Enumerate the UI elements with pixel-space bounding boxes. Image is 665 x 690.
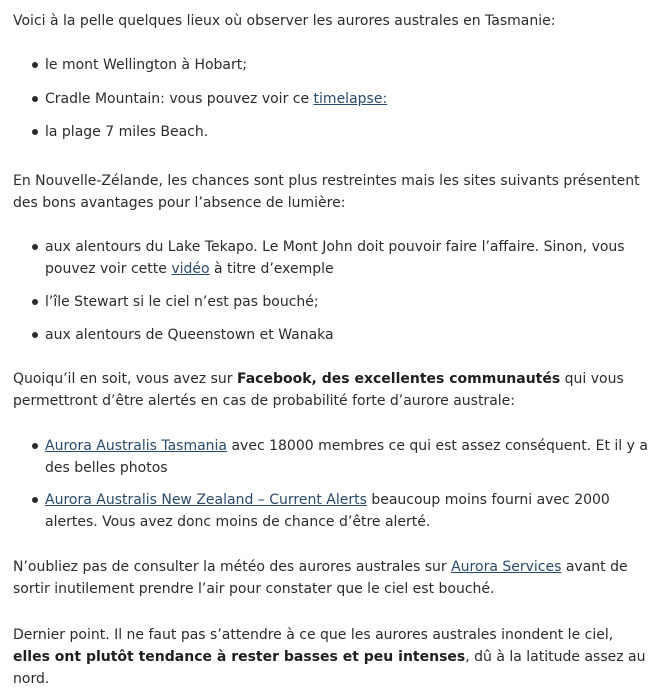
intro-nz-paragraph: En Nouvelle-Zélande, les chances sont plus restreintes mais les sites suivants présentent des bons avantages pour l’absence de lumière: (13, 173, 640, 211)
bullet-icon (32, 497, 38, 503)
facebook-text-before: Quoiqu’il en soit, vous avez sur (13, 371, 237, 387)
bullet-icon (32, 62, 38, 68)
facebook-groups-list (13, 435, 653, 533)
meteo-text-before: N’oubliez pas de consulter la météo des aurores australes sur (13, 559, 452, 575)
list-item (13, 291, 653, 324)
list-item (13, 435, 653, 489)
final-paragraph (13, 624, 653, 690)
final-text-after: , dû à la latitude assez au nord. (13, 649, 646, 687)
bullet-icon (32, 96, 38, 102)
facebook-text-after: qui vous permettront d’être alertés en cas de probabilité forte d’aurore australe: (13, 371, 624, 409)
list-item-text: l’île Stewart si le ciel n’est pas bouché; (45, 294, 319, 310)
list-item-text: le mont Wellington à Hobart; (45, 57, 247, 73)
list-item-text-after: à titre d’exemple (209, 261, 334, 277)
nz-locations-list (13, 236, 653, 346)
list-item (13, 236, 653, 291)
list-item (13, 324, 653, 346)
bullet-icon (32, 129, 38, 135)
intro-tasmania-paragraph: Voici à la pelle quelques lieux où observer les aurores australes en Tasmanie: (13, 13, 556, 29)
final-text-before: Dernier point. Il ne faut pas s’attendre à ce que les aurores australes inondent le ciel, (13, 627, 614, 643)
list-item-text: aux alentours de Queenstown et Wanaka (45, 327, 334, 343)
bullet-icon (32, 299, 38, 305)
list-item-text-after: avec 18000 membres ce qui est assez conséquent. Et il y a des belles photos (45, 438, 648, 476)
facebook-bold-text: Facebook, des excellentes communautés (236, 371, 561, 387)
bullet-icon (32, 332, 38, 338)
bullet-icon (32, 443, 38, 449)
bullet-icon (32, 244, 38, 250)
list-item (13, 121, 653, 143)
final-bold-text: elles ont plutôt tendance à rester basses et peu intenses (13, 649, 466, 665)
aurora-services-link[interactable]: Aurora Services (451, 559, 562, 575)
timelapse-link[interactable]: timelapse: (313, 91, 388, 107)
list-item (13, 54, 653, 88)
list-item-text-after: beaucoup moins fourni avec 2000 alertes. Vous avez donc moins de chance d’être alerté. (45, 492, 610, 530)
meteo-text-after: avant de sortir inutilement prendre l’air pour constater que le ciel est bouché. (13, 559, 628, 597)
list-item-text: Cradle Mountain: vous pouvez voir ce (45, 91, 314, 107)
list-item (13, 88, 653, 121)
aurora-tasmania-link[interactable]: Aurora Australis Tasmania (45, 438, 228, 454)
list-item-text: aux alentours du Lake Tekapo. Le Mont John doit pouvoir faire l’affaire. Sinon, vous pouvez voir cette (45, 239, 625, 277)
list-item-text: la plage 7 miles Beach. (45, 124, 209, 140)
video-link[interactable]: vidéo (171, 261, 210, 277)
tasmania-locations-list (13, 54, 653, 143)
meteo-paragraph (13, 556, 653, 600)
aurora-nz-link[interactable]: Aurora Australis New Zealand – Current Alerts (45, 492, 367, 508)
list-item (13, 489, 653, 533)
facebook-paragraph (13, 368, 653, 412)
